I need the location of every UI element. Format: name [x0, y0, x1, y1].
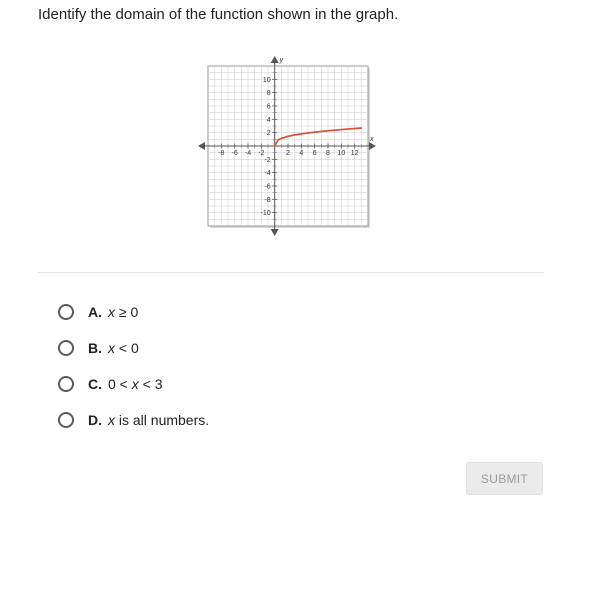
choice-c-prefix: 0 < [108, 376, 132, 392]
radio-b[interactable] [58, 340, 74, 356]
choice-d-rest: is all numbers. [115, 412, 210, 428]
x-tick-label: -2 [258, 150, 265, 157]
x-axis-left-arrow [198, 142, 205, 150]
x-tick-label: 12 [350, 150, 359, 157]
y-axis-up-arrow [271, 56, 279, 63]
y-tick-label: 8 [266, 90, 271, 98]
y-tick-label: -6 [264, 183, 271, 191]
x-tick-label: -6 [231, 150, 238, 157]
choice-a-text [108, 304, 138, 320]
choice-c[interactable] [58, 366, 209, 402]
choice-b-var: x [108, 340, 115, 356]
x-axis-label: x [370, 136, 374, 143]
y-tick-label: 4 [266, 116, 271, 124]
choice-a-rest: ≥ 0 [115, 304, 139, 320]
y-tick-label: 6 [266, 103, 271, 111]
y-axis-label: y [279, 57, 284, 64]
choice-a[interactable] [58, 294, 209, 330]
question-text: Identify the domain of the function shown in the graph. [38, 6, 399, 23]
y-tick-label: 10 [262, 76, 271, 84]
divider [38, 272, 544, 273]
y-tick-label: -2 [264, 156, 271, 164]
y-tick-label: 2 [266, 130, 271, 138]
choice-d-letter: D. [88, 412, 102, 428]
radio-c[interactable] [58, 376, 74, 392]
choice-b-rest: < 0 [115, 340, 139, 356]
choice-d[interactable] [58, 402, 209, 438]
x-tick-label: 4 [299, 150, 304, 157]
x-axis-right-arrow [369, 142, 376, 150]
choice-d-var: x [108, 412, 115, 428]
y-tick-label: -8 [264, 196, 271, 204]
x-tick-label: 8 [326, 150, 330, 157]
submit-button[interactable]: SUBMIT [466, 462, 543, 495]
choice-b[interactable] [58, 330, 209, 366]
choice-c-letter: C. [88, 376, 102, 392]
radio-a[interactable] [58, 304, 74, 320]
choice-c-rest: < 3 [138, 376, 163, 392]
y-axis-down-arrow [271, 229, 279, 236]
x-tick-label: 10 [337, 150, 346, 157]
x-tick-label: -4 [244, 150, 252, 157]
choice-a-letter: A. [88, 304, 102, 320]
choice-a-var: x [108, 304, 115, 320]
x-tick-label: -8 [218, 150, 225, 157]
choice-d-text [108, 412, 209, 428]
function-graph [196, 56, 382, 238]
graph-svg [196, 56, 382, 238]
choice-b-letter: B. [88, 340, 102, 356]
choice-b-text [108, 340, 139, 356]
radio-d[interactable] [58, 412, 74, 428]
x-tick-label: 2 [286, 150, 290, 157]
y-tick-label: -4 [264, 170, 271, 178]
choice-c-var: x [131, 376, 139, 392]
answer-choices [58, 294, 209, 438]
x-tick-label: 6 [312, 150, 317, 157]
y-tick-label: -10 [260, 210, 271, 218]
choice-c-text [108, 376, 163, 392]
